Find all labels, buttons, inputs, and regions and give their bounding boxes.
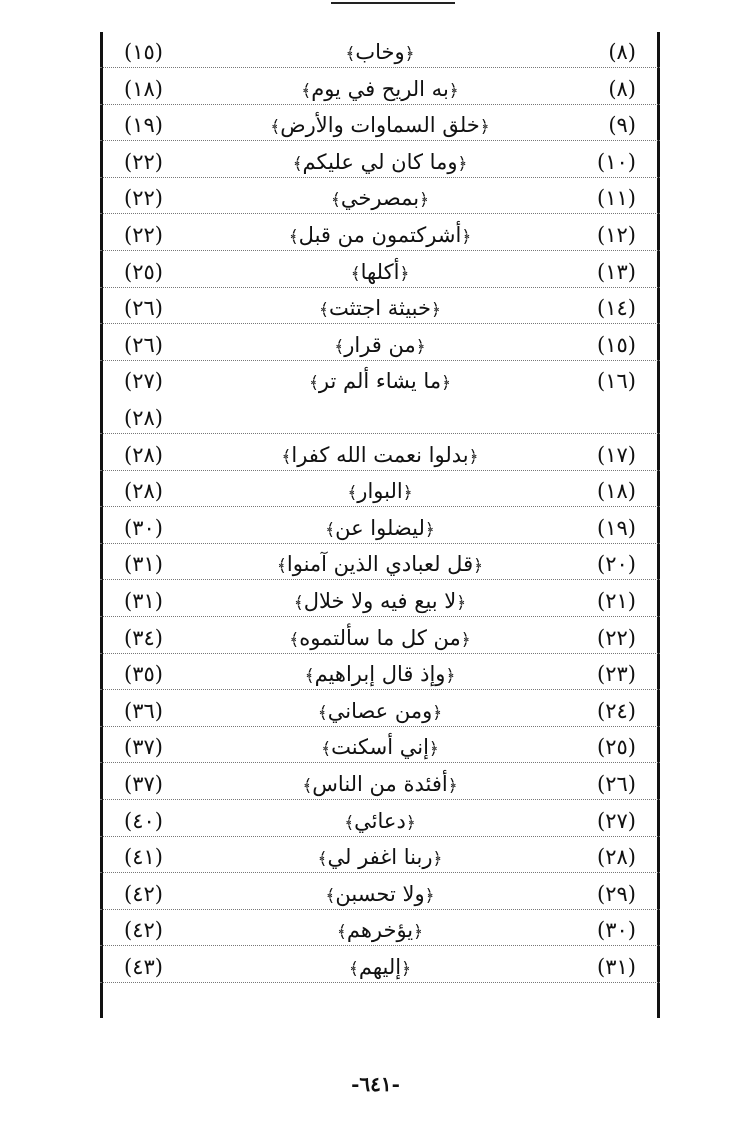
table-row <box>100 105 660 141</box>
verse-phrase <box>230 544 530 580</box>
verse-number: (٢٤) <box>597 698 636 723</box>
verse-number: (٢٨) <box>597 845 636 870</box>
verse-phrase <box>230 947 530 983</box>
verse-phrase <box>230 837 530 873</box>
table-row <box>100 764 660 800</box>
ornate-bracket-open-icon: ﴿ <box>404 44 415 64</box>
verse-phrase-text: خبيثة اجتثت <box>328 296 432 321</box>
verse-phrase <box>230 69 530 105</box>
ornate-bracket-open-icon: ﴿ <box>424 885 435 906</box>
page-reference: (٢٦) <box>124 332 163 357</box>
ornate-bracket-open-icon: ﴿ <box>448 80 459 101</box>
verse-number: (٢٦) <box>597 772 636 796</box>
page-reference: (٢٨) <box>124 442 163 467</box>
verse-phrase <box>230 325 530 361</box>
ornate-bracket-open-icon: ﴿ <box>405 812 416 833</box>
verse-phrase <box>230 764 530 800</box>
ornate-bracket-close-icon: ﴾ <box>304 666 315 687</box>
page-number: -٦٤١- <box>351 1072 400 1096</box>
ornate-bracket-close-icon: ﴾ <box>301 80 312 101</box>
ornate-bracket-open-icon: ﴿ <box>461 227 472 247</box>
table-row <box>100 947 660 983</box>
verse-number: (٨) <box>608 76 636 101</box>
page-reference: (٣٧) <box>124 735 163 760</box>
ornate-bracket-close-icon: ﴾ <box>347 483 358 504</box>
ornate-bracket-open-icon: ﴿ <box>413 922 424 943</box>
page-reference: (٣١) <box>124 589 163 613</box>
table-row <box>100 508 660 544</box>
verse-phrase-text: أفئدة من الناس <box>312 772 448 796</box>
verse-number: (٢٠) <box>597 552 636 577</box>
page-reference: (١٩) <box>124 113 163 138</box>
ornate-bracket-close-icon: ﴾ <box>344 812 355 833</box>
verse-number: (٣٠) <box>597 918 636 943</box>
table-row <box>100 325 660 361</box>
table-row <box>100 581 660 617</box>
verse-phrase-text: قل لعبادي الذين آمنوا <box>286 552 474 577</box>
verse-phrase-text: ليضلوا عن <box>335 515 425 540</box>
ornate-bracket-open-icon: ﴿ <box>456 593 467 613</box>
verse-number: (١٩) <box>597 515 636 540</box>
verse-phrase-text: من كل ما سألتموه <box>299 625 461 650</box>
ornate-bracket-close-icon: ﴾ <box>281 446 292 467</box>
verse-phrase-text: أشركتمون من قبل <box>298 223 462 247</box>
verse-number: (١٥) <box>597 332 636 357</box>
verse-number: (١٣) <box>597 259 636 284</box>
ornate-bracket-close-icon: ﴾ <box>276 556 287 577</box>
ornate-bracket-open-icon: ﴿ <box>401 959 412 979</box>
table-row <box>100 361 660 397</box>
verse-number: (١٤) <box>597 296 636 321</box>
verse-phrase <box>230 691 530 727</box>
table-row <box>100 691 660 727</box>
page-reference: (٣١) <box>124 552 163 577</box>
verse-phrase <box>230 508 530 544</box>
verse-phrase-text: ولا تحسبن <box>335 881 425 906</box>
table-row-continuation <box>100 398 660 434</box>
verse-phrase-text: دعائي <box>354 808 406 833</box>
verse-phrase <box>230 178 530 214</box>
verse-phrase <box>230 361 530 397</box>
ornate-bracket-open-icon: ﴿ <box>415 336 426 357</box>
verse-phrase-text: به الريح في يوم <box>311 76 449 101</box>
verse-number: (١٠) <box>597 149 636 174</box>
ornate-bracket-close-icon: ﴾ <box>348 959 359 979</box>
verse-phrase-text: وما كان لي عليكم <box>302 149 458 174</box>
ornate-bracket-open-icon: ﴿ <box>402 483 413 504</box>
table-row <box>100 837 660 873</box>
verse-phrase <box>230 215 530 251</box>
table-row <box>100 801 660 837</box>
ornate-bracket-close-icon: ﴾ <box>336 922 347 943</box>
page-reference: (٤٣) <box>124 955 163 979</box>
verse-number: (٩) <box>608 113 636 138</box>
page-reference: (٤١) <box>124 845 163 870</box>
ornate-bracket-open-icon: ﴿ <box>428 739 439 760</box>
verse-number: (٨) <box>608 40 636 64</box>
page-reference: (٢٦) <box>124 296 163 321</box>
verse-phrase <box>230 581 530 617</box>
verse-phrase-text: إليهم <box>358 955 402 979</box>
page-reference: (١٨) <box>124 76 163 101</box>
ornate-bracket-open-icon: ﴿ <box>432 702 443 723</box>
verse-number: (١٨) <box>597 479 636 504</box>
verse-phrase-text: ومن عصاني <box>327 698 433 723</box>
verse-number: (١٧) <box>597 442 636 467</box>
verse-phrase-text: لا بيع فيه ولا خلال <box>303 589 457 613</box>
ornate-bracket-open-icon: ﴿ <box>473 556 484 577</box>
table-row <box>100 654 660 690</box>
table-row <box>100 727 660 763</box>
verse-phrase <box>230 801 530 837</box>
verse-phrase-text: البوار <box>357 479 403 504</box>
table-row <box>100 874 660 910</box>
verse-phrase <box>230 435 530 471</box>
ornate-bracket-open-icon: ﴿ <box>457 153 468 174</box>
verse-phrase <box>230 471 530 507</box>
page-reference: (٤٠) <box>124 808 163 833</box>
verse-number: (١٢) <box>597 223 636 247</box>
verse-number: (٢٥) <box>597 735 636 760</box>
page-reference: (٢٢) <box>124 223 163 247</box>
verse-number: (١١) <box>597 186 636 211</box>
table-row <box>100 618 660 654</box>
ornate-bracket-open-icon: ﴿ <box>445 666 456 687</box>
page-reference: (٢٨) <box>124 406 163 430</box>
verse-phrase <box>230 618 530 654</box>
page-reference: (٤٢) <box>124 918 163 943</box>
verse-phrase <box>230 874 530 910</box>
ornate-bracket-close-icon: ﴾ <box>325 519 336 540</box>
ornate-bracket-open-icon: ﴿ <box>399 263 410 284</box>
verse-phrase <box>230 142 530 178</box>
table-row <box>100 471 660 507</box>
ornate-bracket-open-icon: ﴿ <box>424 519 435 540</box>
verse-number: (٢٧) <box>597 808 636 833</box>
page-reference: (٣٤) <box>124 625 163 650</box>
table-row <box>100 32 660 68</box>
ornate-bracket-open-icon: ﴿ <box>447 776 458 796</box>
ornate-bracket-close-icon: ﴾ <box>270 117 281 138</box>
verse-phrase-text: خلق السماوات والأرض <box>280 113 480 138</box>
table-row <box>100 215 660 251</box>
ornate-bracket-open-icon: ﴿ <box>479 117 490 138</box>
verse-phrase-text: من قرار <box>344 332 416 357</box>
verse-phrase <box>230 654 530 690</box>
verse-phrase-text: وخاب <box>355 40 405 64</box>
verse-phrase <box>230 32 530 68</box>
page-reference: (٢٧) <box>124 369 163 394</box>
ornate-bracket-close-icon: ﴾ <box>289 629 300 650</box>
verse-number: (٢٢) <box>597 625 636 650</box>
ornate-bracket-close-icon: ﴾ <box>334 336 345 357</box>
verse-phrase-text: ربنا اغفر لي <box>327 845 433 870</box>
verse-phrase <box>230 727 530 763</box>
top-rule <box>331 2 455 4</box>
verse-number: (٢٣) <box>597 662 636 687</box>
page-reference: (٢٨) <box>124 479 163 504</box>
table-row <box>100 69 660 105</box>
verse-phrase-text: أكلها <box>360 259 400 284</box>
verse-phrase-text: إني أسكنت <box>331 735 429 760</box>
ornate-bracket-open-icon: ﴿ <box>431 300 441 321</box>
table-row <box>100 288 660 324</box>
verse-number: (٢١) <box>597 589 636 613</box>
verse-phrase <box>230 105 530 141</box>
page-reference: (٣٧) <box>124 772 163 796</box>
ornate-bracket-open-icon: ﴿ <box>460 629 471 650</box>
verse-phrase <box>230 910 530 946</box>
verse-phrase-text: ما يشاء ألم تر <box>318 369 442 394</box>
ornate-bracket-close-icon: ﴾ <box>308 373 319 394</box>
verse-number: (٣١) <box>597 955 636 979</box>
page-reference: (١٥) <box>124 40 163 64</box>
ornate-bracket-close-icon: ﴾ <box>325 885 336 906</box>
ornate-bracket-close-icon: ﴾ <box>319 300 329 321</box>
page-reference: (٣٠) <box>124 515 163 540</box>
table-row <box>100 435 660 471</box>
page-reference: (٤٢) <box>124 881 163 906</box>
ornate-bracket-close-icon: ﴾ <box>317 849 328 870</box>
verse-phrase-text: بمصرخي <box>340 186 420 211</box>
ornate-bracket-open-icon: ﴿ <box>432 849 443 870</box>
verse-number: (٢٩) <box>597 881 636 906</box>
verse-phrase <box>230 252 530 288</box>
verse-phrase <box>230 288 530 324</box>
ornate-bracket-close-icon: ﴾ <box>345 44 356 64</box>
page-reference: (٢٥) <box>124 259 163 284</box>
page-reference: (٣٥) <box>124 662 163 687</box>
verse-phrase-text: بدلوا نعمت الله كفرا <box>291 442 469 467</box>
page-reference: (٢٢) <box>124 149 163 174</box>
table-row <box>100 544 660 580</box>
ornate-bracket-close-icon: ﴾ <box>317 702 328 723</box>
table-row <box>100 178 660 214</box>
verse-number: (١٦) <box>597 369 636 394</box>
table-row <box>100 142 660 178</box>
ornate-bracket-open-icon: ﴿ <box>441 373 452 394</box>
page-reference: (٣٦) <box>124 698 163 723</box>
ornate-bracket-close-icon: ﴾ <box>293 593 304 613</box>
ornate-bracket-close-icon: ﴾ <box>292 153 303 174</box>
verse-phrase-text: يؤخرهم <box>346 918 414 943</box>
ornate-bracket-close-icon: ﴾ <box>321 739 332 760</box>
table-row <box>100 910 660 946</box>
ornate-bracket-open-icon: ﴿ <box>419 190 430 211</box>
ornate-bracket-open-icon: ﴿ <box>468 446 479 467</box>
ornate-bracket-close-icon: ﴾ <box>350 263 361 284</box>
table-row <box>100 252 660 288</box>
verse-phrase-text: وإذ قال إبراهيم <box>314 662 446 687</box>
ornate-bracket-close-icon: ﴾ <box>330 190 341 211</box>
page-reference: (٢٢) <box>124 186 163 211</box>
ornate-bracket-close-icon: ﴾ <box>302 776 313 796</box>
ornate-bracket-close-icon: ﴾ <box>288 227 299 247</box>
